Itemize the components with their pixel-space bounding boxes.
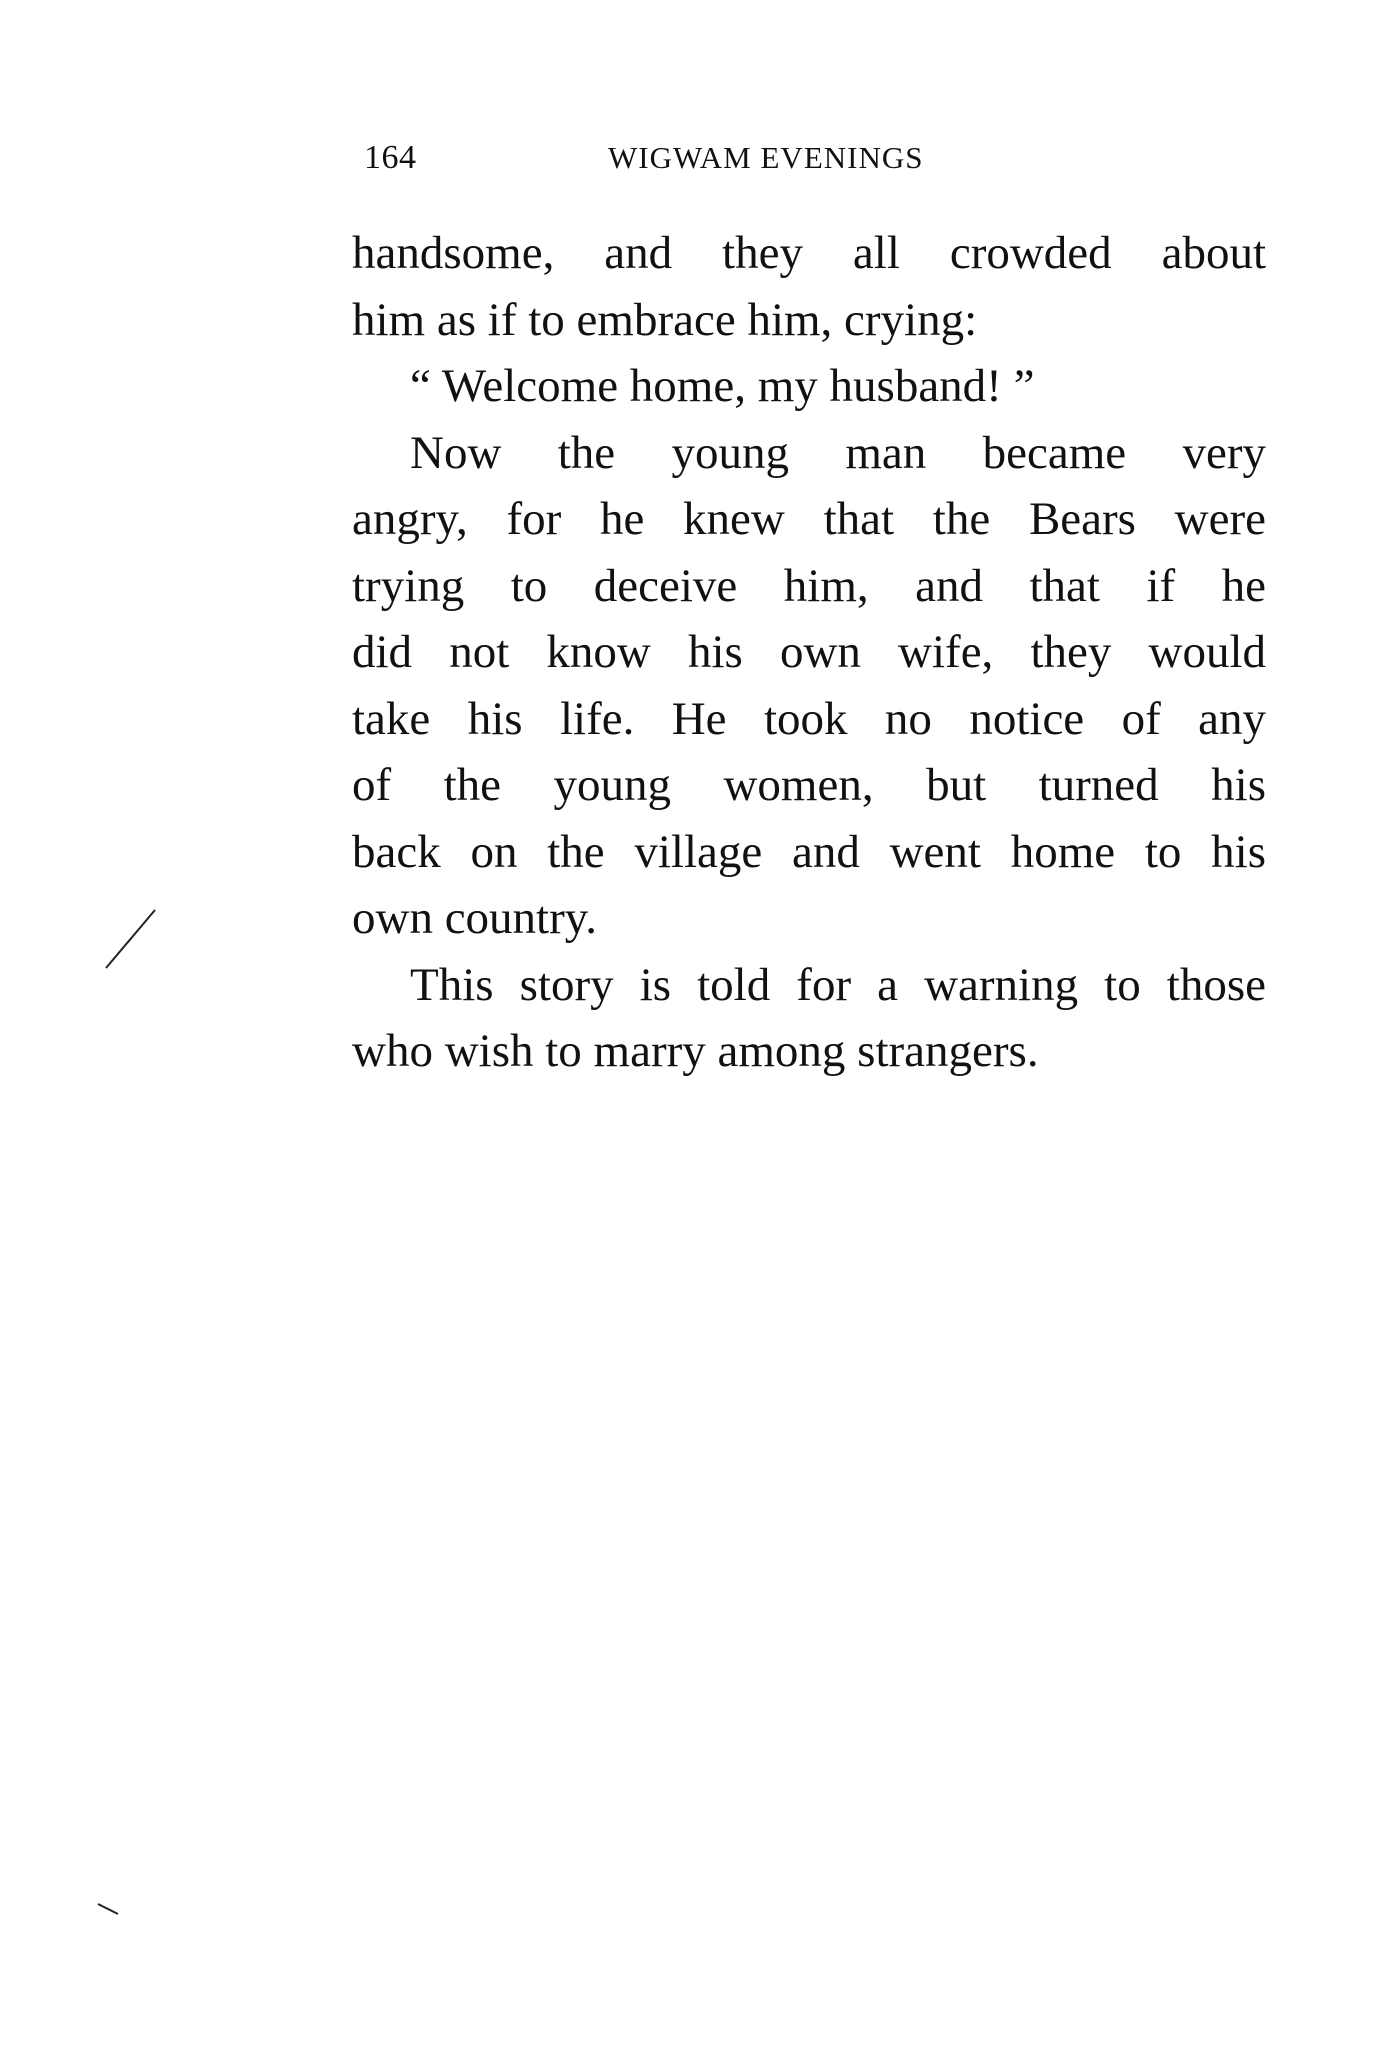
text-line: own country. — [352, 892, 597, 944]
page-number: 164 — [364, 139, 417, 176]
text-line: trying to deceive him, and that if he — [352, 559, 1266, 612]
text-line: back on the village and went home to his — [352, 825, 1266, 878]
pencil-stroke-mark — [100, 905, 160, 975]
text-line: This story is told for a warning to those — [410, 958, 1266, 1011]
text-line: him as if to embrace him, crying: — [352, 293, 978, 346]
running-title: WIGWAM EVENINGS — [608, 140, 924, 175]
text-line: who wish to marry among strangers. — [352, 1025, 1039, 1077]
text-line: of the young women, but turned his — [352, 759, 1266, 811]
text-line: did not know his own wife, they would — [352, 626, 1266, 678]
story-text — [352, 220, 1266, 1085]
text-line: “ Welcome home, my husband! ” — [410, 360, 1035, 412]
text-line: handsome, and they all crowded about — [352, 227, 1266, 279]
text-line: Now the young man became very — [410, 426, 1266, 479]
text-line: angry, for he knew that the Bears were — [352, 493, 1266, 545]
pencil-dash-mark — [96, 1900, 126, 1920]
text-line: take his life. He took no notice of any — [352, 692, 1266, 745]
